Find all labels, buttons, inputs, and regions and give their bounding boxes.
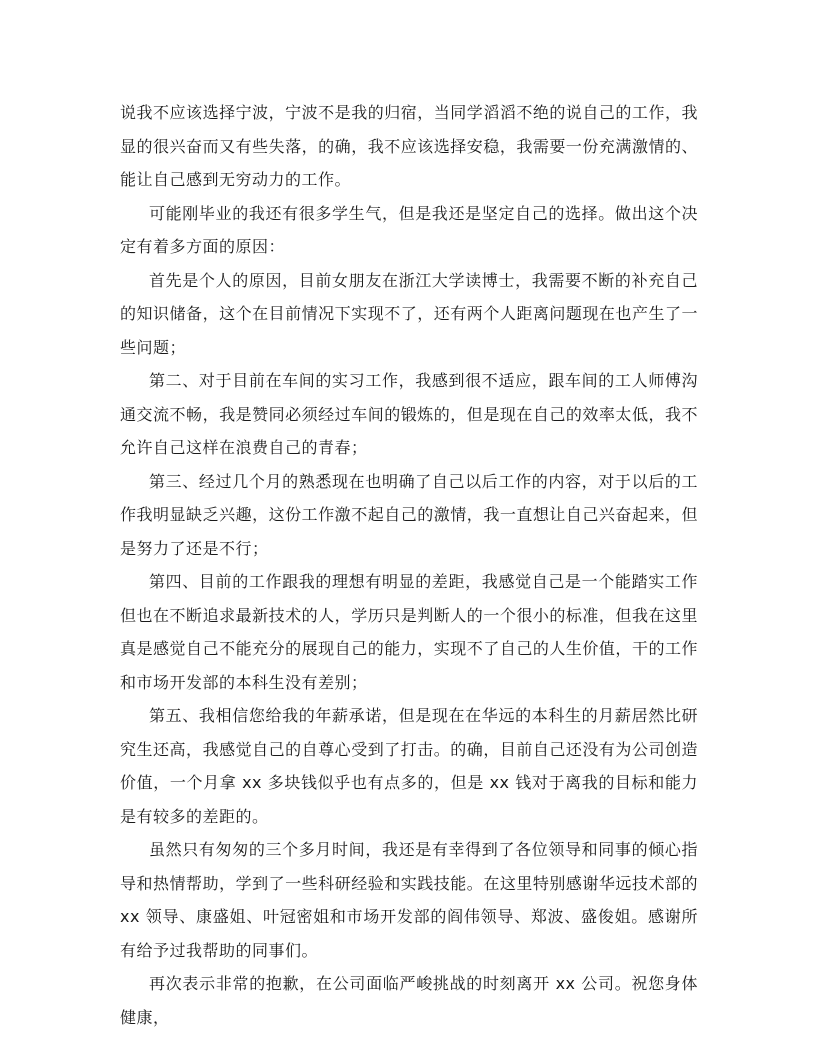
- paragraph-decision: 可能刚毕业的我还有很多学生气，但是我还是坚定自己的选择。做出这个决定有着多方面的原因：: [120, 203, 698, 256]
- paragraph-thanks: 虽然只有匆匆的三个多月时间，我还是有幸得到了各位领导和同事的倾心指导和热情帮助，学到了一些科研经验和实践技能。在这里特别感谢华远技术部的 xx 领导、康盛姐、叶冠密姐和市场开发部的阎伟领导、郑波、盛俊姐。感谢所有给予过我帮助的同事们。: [120, 840, 698, 960]
- paragraph-reason-fourth: 第四、目前的工作跟我的理想有明显的差距，我感觉自己是一个能踏实工作但也在不断追求最新技术的人，学历只是判断人的一个很小的标准，但我在这里真是感觉自己不能充分的展现自己的能力，实现不了自己的人生价值，干的工作和市场开发部的本科生没有差别；: [120, 572, 698, 692]
- paragraph-apology: 再次表示非常的抱歉，在公司面临严峻挑战的时刻离开 xx 公司。祝您身体健康，: [120, 974, 698, 1027]
- paragraph-reason-personal: 首先是个人的原因，目前女朋友在浙江大学读博士，我需要不断的补充自己的知识储备，这个在目前情况下实现不了，还有两个人距离问题现在也产生了一些问题；: [120, 270, 698, 357]
- paragraph-reason-fifth: 第五、我相信您给我的年薪承诺，但是现在在华远的本科生的月薪居然比研究生还高，我感觉自己的自尊心受到了打击。的确，目前自己还没有为公司创造价值，一个月拿 xx 多块钱似乎也有点多的，但是 xx 钱对于离我的目标和能力是有较多的差距的。: [120, 706, 698, 826]
- paragraph-reason-third: 第三、经过几个月的熟悉现在也明确了自己以后工作的内容，对于以后的工作我明显缺乏兴趣，这份工作激不起自己的激情，我一直想让自己兴奋起来，但是努力了还是不行；: [120, 471, 698, 558]
- paragraph-continuation: 说我不应该选择宁波，宁波不是我的归宿，当同学滔滔不绝的说自己的工作，我显的很兴奋而又有些失落，的确，我不应该选择安稳，我需要一份充满激情的、能让自己感到无穷动力的工作。: [120, 103, 698, 189]
- paragraph-reason-second: 第二、对于目前在车间的实习工作，我感到很不适应，跟车间的工人师傅沟通交流不畅，我是赞同必须经过车间的锻炼的，但是现在自己的效率太低，我不允许自己这样在浪费自己的青春；: [120, 371, 698, 457]
- document-page: [120, 96, 698, 1034]
